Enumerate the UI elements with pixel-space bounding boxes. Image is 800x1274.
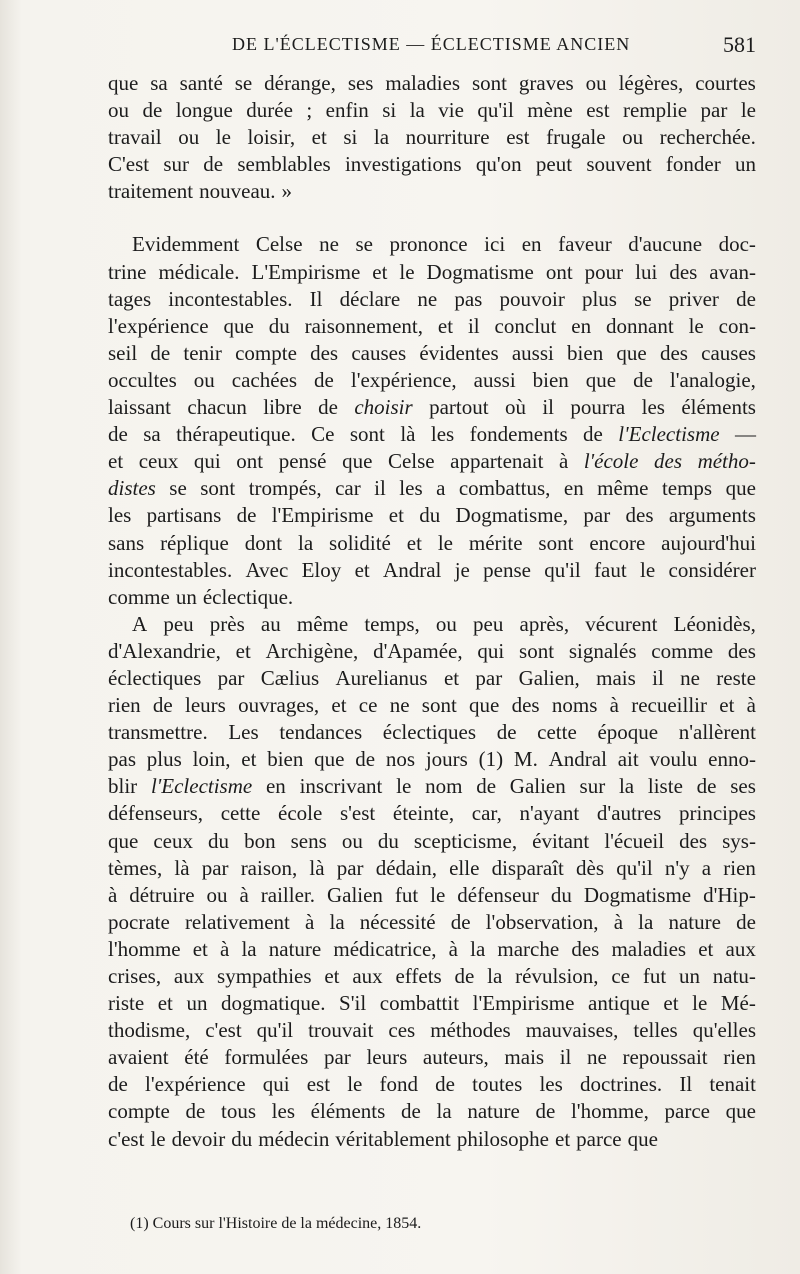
text-line: que sa santé se dérange, ses maladies sont graves ou légères, courtes (108, 71, 756, 95)
text-line: pas plus loin, et bien que de nos jours (1) M. Andral ait voulu enno- (108, 747, 756, 772)
text-line: d'Alexandrie, et Archigène, d'Apamée, qui sont signalés comme des (108, 638, 756, 663)
text-line: les partisans de l'Empirisme et du Dogmatisme, par des arguments (108, 503, 756, 528)
text-line: blir l'Eclectisme en inscrivant le nom de Galien sur la liste de ses (108, 774, 756, 799)
text-line: l'expérience que du raisonnement, et il conclut en donnant le con- (108, 313, 756, 338)
text-line: comme un éclectique. (108, 584, 294, 609)
text-line: pocrate relativement à la nécessité de l'observation, à la nature de (108, 909, 756, 934)
text-line: à détruire ou à railler. Galien fut le défenseur du Dogmatisme d'Hip- (108, 882, 756, 907)
text-line: A peu près au même temps, ou peu après, vécurent Léonidès, (132, 611, 756, 636)
text-line: et ceux qui ont pensé que Celse appartenait à l'école des métho- (108, 449, 756, 474)
text-line: C'est sur de semblables investigations qu'on peut souvent fonder un (108, 152, 756, 177)
text-line: c'est le devoir du médecin véritablement philosophe et parce que (108, 1126, 658, 1151)
paragraph (108, 231, 756, 610)
paragraph (108, 611, 756, 1153)
text-line: défenseurs, cette école s'est éteinte, car, n'ayant d'autres principes (108, 801, 756, 826)
text-line: l'homme et à la nature médicatrice, à la marche des maladies et aux (108, 936, 756, 961)
text-line: que ceux du bon sens ou du scepticisme, évitant l'écueil des sys- (108, 828, 756, 853)
page-header (108, 34, 756, 64)
text-line: de l'expérience qui est le fond de toutes les doctrines. Il tenait (108, 1072, 756, 1097)
text-line: seil de tenir compte des causes évidentes aussi bien que des causes (108, 340, 756, 365)
page-number: 581 (723, 32, 756, 57)
text-line: éclectiques par Cælius Aurelianus et par Galien, mais il ne reste (108, 665, 756, 690)
text-line: compte de tous les éléments de la nature de l'homme, parce que (108, 1099, 756, 1124)
text-line: trine médicale. L'Empirisme et le Dogmatisme ont pour lui des avan- (108, 259, 756, 284)
text-line: de sa thérapeutique. Ce sont là les fondements de l'Eclectisme — (108, 422, 756, 447)
text-line: tèmes, là par raison, là par dédain, elle disparaît dès qu'il n'y a rien (108, 855, 756, 880)
text-line: rien de leurs ouvrages, et ce ne sont que des noms à recueillir et à (108, 693, 756, 718)
text-line: incontestables. Avec Eloy et Andral je pense qu'il faut le considérer (108, 557, 756, 582)
text-line: laissant chacun libre de choisir partout où il pourra les éléments (108, 395, 756, 420)
text-line: traitement nouveau. » (108, 179, 293, 204)
text-line: occultes ou cachées de l'expérience, aussi bien que de l'analogie, (108, 367, 756, 392)
text-line: ou de longue durée ; enfin si la vie qu'il mène est remplie par le (108, 98, 756, 123)
text-line: sans réplique dont la solidité et le mérite sont encore aujourd'hui (108, 530, 756, 555)
footnote: (1) Cours sur l'Histoire de la médecine, 1854. (130, 1215, 422, 1232)
text-line: avaient été formulées par leurs auteurs, mais il ne repoussait rien (108, 1045, 756, 1070)
text-line: crises, aux sympathies et aux effets de la révulsion, ce fut un natu- (108, 964, 756, 988)
text-line: Evidemment Celse ne se prononce ici en faveur d'aucune doc- (132, 232, 756, 257)
text-line: tages incontestables. Il déclare ne pas pouvoir plus se priver de (108, 286, 756, 311)
text-line: riste et un dogmatique. S'il combattit l'Empirisme antique et le Mé- (108, 991, 756, 1016)
text-line: transmettre. Les tendances éclectiques de cette époque n'allèrent (108, 720, 756, 745)
text-line: distes se sont trompés, car il les a combattus, en même temps que (108, 476, 756, 501)
paragraph (108, 70, 756, 205)
text-line: travail ou le loisir, et si la nourriture est frugale ou recherchée. (108, 125, 756, 150)
body-text (108, 70, 756, 1153)
running-head: DE L'ÉCLECTISME — ÉCLECTISME ANCIEN (232, 34, 631, 54)
text-line: thodisme, c'est qu'il trouvait ces méthodes mauvaises, telles qu'elles (108, 1018, 756, 1043)
